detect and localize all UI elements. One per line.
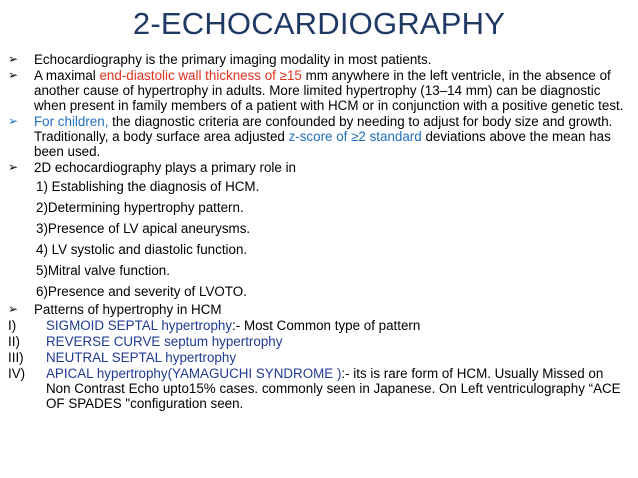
pattern-name: NEUTRAL SEPTAL hypertrophy	[46, 350, 237, 365]
list-item	[8, 366, 630, 411]
slide-content	[8, 52, 630, 412]
bullet-children-criteria	[8, 114, 630, 159]
page-title: 2-ECHOCARDIOGRAPHY	[132, 6, 506, 41]
bullet-2d-echo-role	[8, 160, 630, 175]
pattern-name: APICAL hypertrophy(YAMAGUCHI SYNDROME )	[46, 366, 342, 381]
bullet-text-post: deviations above the mean has been used.	[34, 129, 611, 159]
roman-numeral: II)	[8, 334, 20, 349]
bullet-primary-modality	[8, 52, 630, 67]
list-item	[8, 318, 630, 333]
arrow-bullet-icon: ➢	[8, 68, 19, 82]
bullet-text-mid: the diagnostic criteria are confounded by needing to adjust for body size and growth. Traditionally, a body surface area adjusted	[34, 114, 613, 144]
pattern-desc: :- its is rare form of HCM. Usually Missed on Non Contrast Echo upto15% cases. commonly seen in Japanese. On Left ventriculography “ACE OF SPADES "configuration seen.	[46, 366, 621, 411]
arrow-bullet-icon: ➢	[8, 160, 19, 174]
list-item: 2)Determining hypertrophy pattern.	[36, 200, 244, 215]
list-item	[8, 334, 630, 349]
bullet-text-pre: A maximal	[34, 68, 100, 83]
roman-numeral: I)	[8, 318, 17, 333]
bullet-text-post: mm anywhere in the left ventricle, in the absence of another cause of hypertrophy in adults. More limited hypertrophy (13–14 mm) can be diagnostic when present in family members of a patient with HCM or in conjunction with a positive genetic test.	[34, 68, 624, 113]
patterns-list	[8, 318, 630, 411]
bullet-patterns	[8, 302, 630, 317]
roman-numeral: IV)	[8, 366, 26, 381]
list-item	[8, 350, 630, 365]
wall-thickness-highlight: end-diastolic wall thickness of ≥15	[99, 68, 302, 83]
list-item: 4) LV systolic and diastolic function.	[36, 242, 248, 257]
arrow-bullet-icon: ➢	[8, 302, 19, 316]
roles-list	[8, 176, 630, 302]
bullet-text: Patterns of hypertrophy in HCM	[34, 302, 222, 317]
list-item: 6)Presence and severity of LVOTO.	[36, 284, 247, 299]
arrow-bullet-icon: ➢	[8, 114, 19, 128]
children-highlight: For children,	[34, 114, 109, 129]
arrow-bullet-icon: ➢	[8, 52, 19, 66]
roman-numeral: III)	[8, 350, 24, 365]
bullet-text: 2D echocardiography plays a primary role in	[34, 160, 296, 175]
pattern-desc: :- Most Common type of pattern	[232, 318, 421, 333]
bullet-text: Echocardiography is the primary imaging modality in most patients.	[34, 52, 432, 67]
list-item: 1) Establishing the diagnosis of HCM.	[36, 179, 260, 194]
bullet-wall-thickness	[8, 68, 630, 113]
pattern-name: REVERSE CURVE septum hypertrophy	[46, 334, 283, 349]
list-item: 5)Mitral valve function.	[36, 263, 170, 278]
list-item: 3)Presence of LV apical aneurysms.	[36, 221, 251, 236]
z-score-highlight: z-score of ≥2 standard	[288, 129, 422, 144]
pattern-name: SIGMOID SEPTAL hypertrophy	[46, 318, 233, 333]
